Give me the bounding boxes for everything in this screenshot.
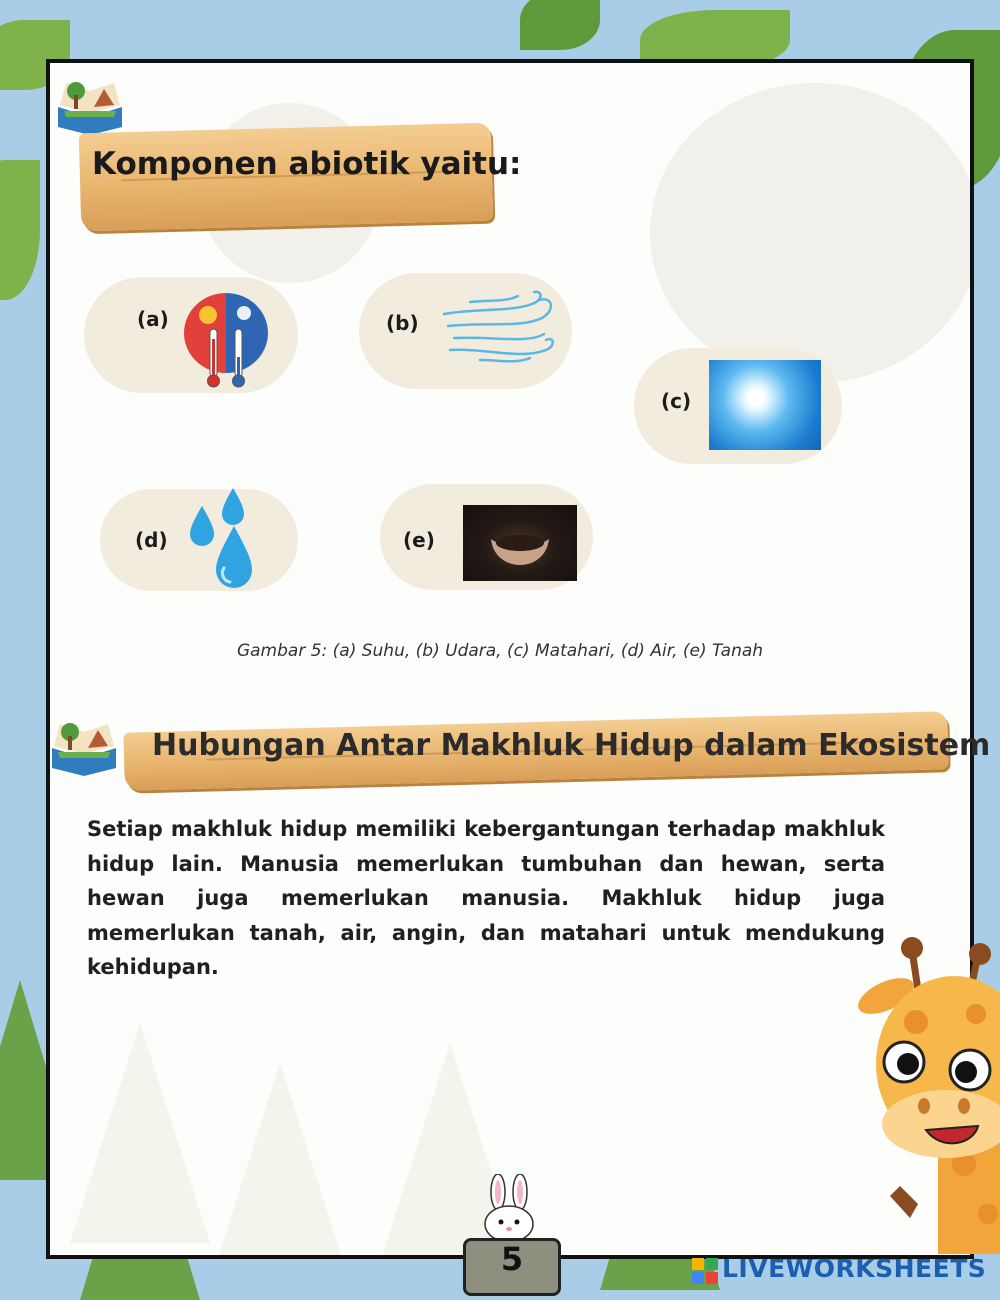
- item-label: (e): [403, 528, 435, 552]
- bg-tree-faint: [210, 1063, 350, 1259]
- page-number: 5: [500, 1240, 524, 1278]
- liveworksheets-logo-icon: [692, 1258, 718, 1284]
- bg-leaf: [520, 0, 600, 50]
- water-drops-icon: [188, 488, 254, 592]
- heading-hubungan: Hubungan Antar Makhluk Hidup dalam Ekosistem: [152, 728, 991, 763]
- bunny-icon: [478, 1174, 540, 1244]
- sun-icon: [709, 360, 821, 450]
- storybook-icon: [54, 77, 126, 135]
- thermometer-icon: [182, 291, 270, 389]
- heading-abiotik: Komponen abiotik yaitu:: [92, 146, 522, 182]
- item-label: (b): [386, 311, 419, 335]
- watermark: [650, 83, 974, 383]
- brand-logo-text[interactable]: LIVEWORKSHEETS: [722, 1254, 987, 1283]
- item-label: (d): [135, 528, 168, 552]
- storybook-icon: [48, 718, 120, 776]
- giraffe-mascot-icon: [846, 934, 1000, 1254]
- wind-icon: [440, 288, 560, 366]
- bg-tree-faint: [70, 1023, 210, 1243]
- body-paragraph: Setiap makhluk hidup memiliki kebergantungan terhadap makhluk hidup lain. Manusia memerlukan tumbuhan dan hewan, serta hewan juga memerlukan manusia. Makhluk hidup juga memerlukan tanah, air, angin, dan matahari untuk mendukung kehidupan.: [87, 817, 885, 979]
- item-label: (a): [137, 307, 169, 331]
- bg-leaf: [0, 160, 40, 300]
- item-label: (c): [661, 389, 692, 413]
- soil-icon: [463, 505, 577, 581]
- figure-caption: Gambar 5: (a) Suhu, (b) Udara, (c) Matahari, (d) Air, (e) Tanah: [236, 641, 764, 661]
